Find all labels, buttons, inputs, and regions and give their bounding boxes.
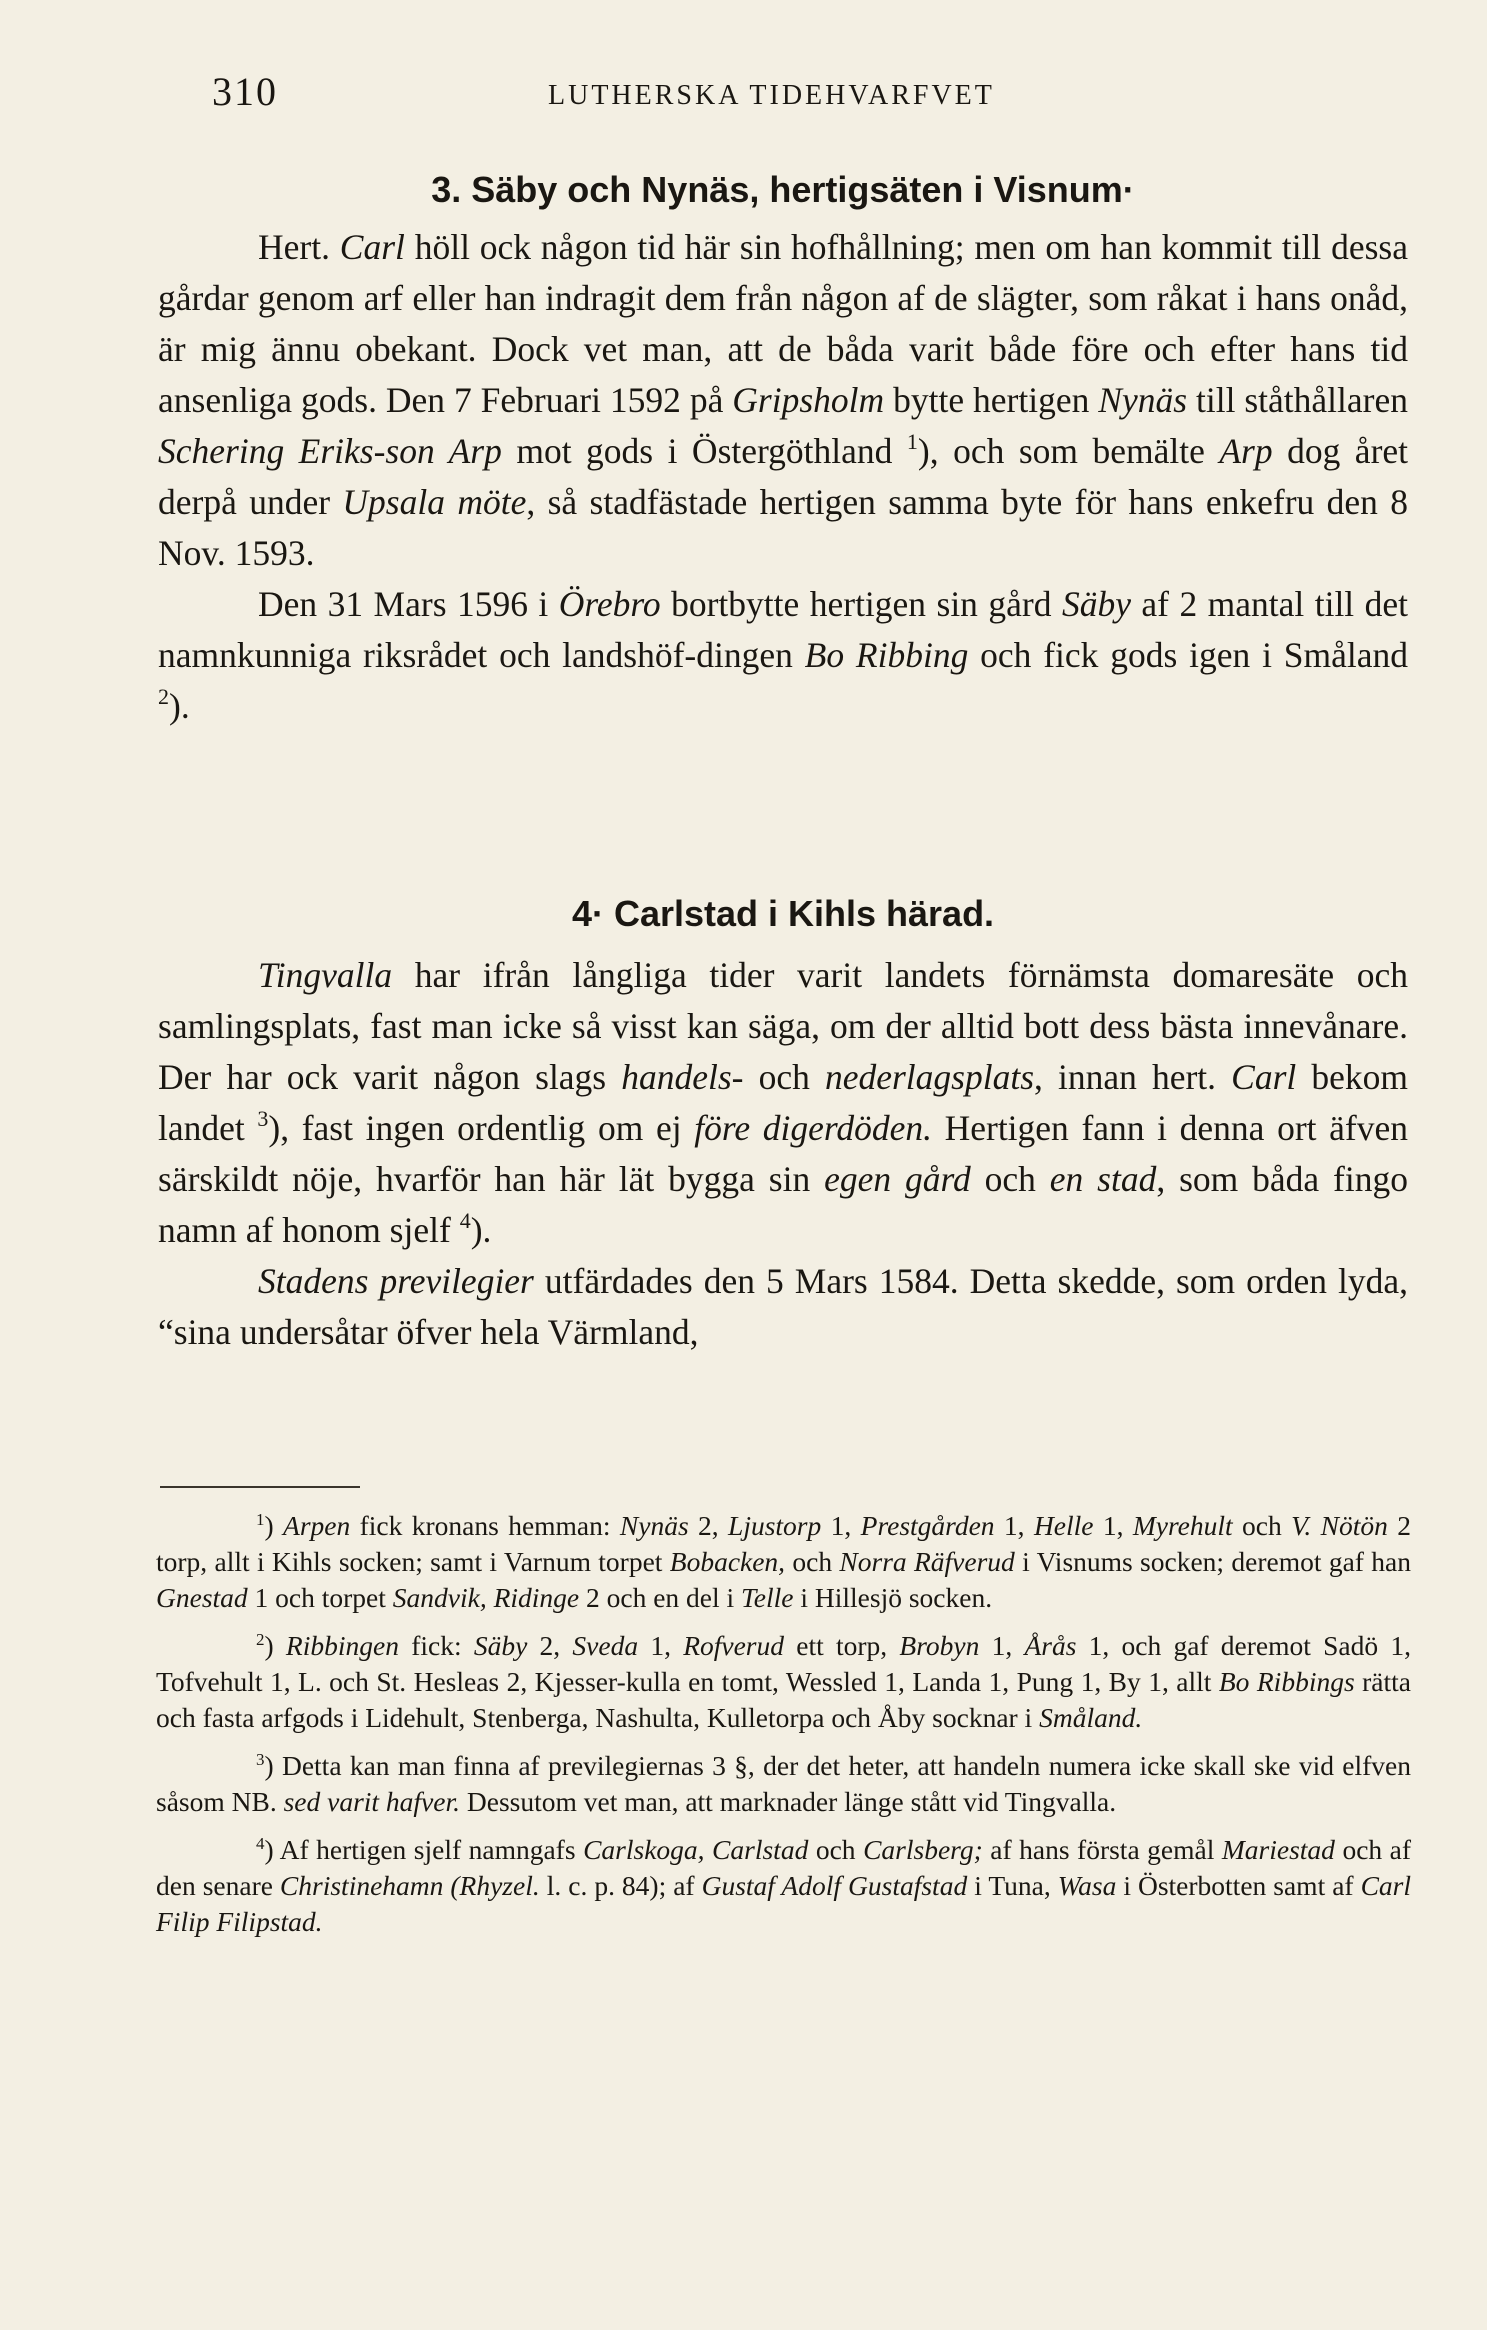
text-run: ) Af hertigen sjelf namngafs xyxy=(264,1834,584,1865)
italic-text: Arpen xyxy=(283,1510,351,1541)
italic-text: Myrehult xyxy=(1132,1510,1233,1541)
text-run: ) xyxy=(264,1630,286,1661)
italic-text: Nynäs xyxy=(619,1510,689,1541)
section-3-title: 3. Säby och Nynäs, hertigsäten i Visnum· xyxy=(431,169,1135,210)
page-header xyxy=(212,68,1332,118)
italic-text: Mariestad xyxy=(1221,1834,1335,1865)
text-run: 2, xyxy=(527,1630,573,1661)
text-run: Hert. xyxy=(258,227,340,267)
text-run: i Tuna, xyxy=(967,1870,1058,1901)
text-run: 1 och torpet xyxy=(247,1582,393,1613)
text-run: har ifrån långliga tider varit landets förnämsta domaresäte och samlingsplats, fast man icke så visst kan säga, om der alltid bott dess bästa innevånare. Der har ock varit någon slags xyxy=(158,955,1408,1097)
italic-text: Säby xyxy=(1061,584,1131,624)
italic-text: Stadens previlegier xyxy=(258,1261,534,1301)
text-run: l. c. p. 84); af xyxy=(539,1870,702,1901)
italic-text: nederlagsplats xyxy=(824,1057,1035,1097)
text-run: bortbytte hertigen sin gård xyxy=(660,584,1062,624)
text-run: utfärdades den 5 Mars 1584. Detta skedde, som orden lyda, “sina undersåtar öfver hela Värmland, xyxy=(158,1261,1408,1352)
footnote-3 xyxy=(156,1748,1411,1820)
italic-text: Bo Ribbing xyxy=(804,635,969,675)
italic-text: egen gård xyxy=(824,1159,971,1199)
italic-text: Norra Räfverud xyxy=(839,1546,1015,1577)
italic-text: Prestgården xyxy=(860,1510,995,1541)
text-run: ). xyxy=(470,1210,492,1250)
footnote-ref: 3 xyxy=(257,1106,269,1131)
footnotes xyxy=(156,1508,1411,1952)
text-run: i Hillesjö socken. xyxy=(793,1582,993,1613)
italic-text: sed varit hafver. xyxy=(283,1786,461,1817)
italic-text: Carl Filip Filipstad. xyxy=(156,1870,1411,1937)
italic-text: Årås xyxy=(1024,1630,1077,1661)
text-run: och xyxy=(970,1159,1050,1199)
text-run: och xyxy=(743,1057,825,1097)
italic-text: Säby xyxy=(473,1630,528,1661)
footnote-ref: 4 xyxy=(256,1834,265,1853)
text-run: ) xyxy=(264,1510,284,1541)
footnote-ref: 1 xyxy=(906,429,918,454)
section-3 xyxy=(158,164,1408,732)
italic-text: Ljustorp xyxy=(728,1510,822,1541)
text-run: 1, xyxy=(821,1510,861,1541)
text-run: ) Detta kan man finna af previlegiernas 3 §, der det heter, att handeln numera icke skall ske vid elfven såsom NB. xyxy=(156,1750,1411,1817)
text-run: och xyxy=(785,1546,840,1577)
italic-text: Telle xyxy=(741,1582,794,1613)
footnote-ref: 2 xyxy=(158,684,169,709)
italic-text: Brobyn xyxy=(899,1630,980,1661)
footnote-ref: 2 xyxy=(256,1630,265,1649)
italic-text: före digerdöden. xyxy=(694,1108,932,1148)
italic-text: Bo Ribbings xyxy=(1218,1666,1355,1697)
text-run: af 2 mantal till det namnkunniga riksrådet och landshöf-dingen xyxy=(158,584,1408,675)
italic-text: Carlsberg; xyxy=(863,1834,983,1865)
footnote-4 xyxy=(156,1832,1411,1940)
paragraph xyxy=(158,950,1408,1256)
text-run: Dessutom vet man, att marknader länge stått vid Tingvalla. xyxy=(460,1786,1117,1817)
text-run: ), fast ingen ordentlig om ej xyxy=(268,1108,695,1148)
italic-text: Örebro xyxy=(558,584,661,624)
text-run: och xyxy=(808,1834,864,1865)
text-run: mot gods i Östergöthland xyxy=(501,431,907,471)
text-run: 1, och gaf deremot Sadö 1, Tofvehult 1, L. och St. Hesleas 2, Kjesser-kulla en tomt, Wessled 1, Landa 1, Pung 1, By 1, allt xyxy=(156,1630,1411,1697)
text-run: ett torp, xyxy=(784,1630,900,1661)
text-run: och af den senare xyxy=(156,1834,1412,1901)
text-run: bekom landet xyxy=(158,1057,1408,1148)
italic-text: Arp xyxy=(1219,431,1273,471)
italic-text: Nynäs xyxy=(1098,380,1188,420)
footnote-ref: 3 xyxy=(256,1750,265,1769)
text-run: 1, xyxy=(979,1630,1025,1661)
text-run: 1, xyxy=(994,1510,1034,1541)
section-4-title: 4· Carlstad i Kihls härad. xyxy=(571,893,995,934)
text-run: 1, xyxy=(638,1630,684,1661)
italic-text: Sveda xyxy=(572,1630,639,1661)
italic-text: handels- xyxy=(621,1057,744,1097)
text-run: bytte hertigen xyxy=(884,380,1099,420)
italic-text: Gnestad xyxy=(156,1582,248,1613)
italic-text: Carl xyxy=(1231,1057,1297,1097)
footnote-1 xyxy=(156,1508,1411,1616)
text-run: , som båda fingo namn af honom sjelf xyxy=(158,1159,1408,1250)
section-4 xyxy=(158,888,1408,1358)
italic-text: Sandvik, Ridinge xyxy=(392,1582,580,1613)
text-run: af hans första gemål xyxy=(982,1834,1222,1865)
text-run: ), och som bemälte xyxy=(917,431,1220,471)
paragraph xyxy=(158,222,1408,579)
italic-text: Carlskoga, Carlstad xyxy=(583,1834,809,1865)
footnote-divider xyxy=(160,1486,360,1488)
paragraph xyxy=(158,579,1408,732)
text-run: dog året derpå under xyxy=(158,431,1409,522)
italic-text: Schering Eriks-son Arp xyxy=(158,431,502,471)
italic-text: V. Nötön xyxy=(1291,1510,1388,1541)
italic-text: Bobacken, xyxy=(669,1546,786,1577)
text-run: 1, xyxy=(1093,1510,1133,1541)
italic-text: Ribbingen xyxy=(285,1630,399,1661)
text-run: till ståthållaren xyxy=(1187,380,1408,420)
running-head: LUTHERSKA TIDEHVARFVET xyxy=(548,80,995,111)
text-run: Hertigen fann i denna ort äfven särskildt nöje, hvarför han här lät bygga sin xyxy=(158,1108,1408,1199)
text-run: fick: xyxy=(398,1630,474,1661)
italic-text: Rofverud xyxy=(683,1630,784,1661)
footnote-2 xyxy=(156,1628,1411,1736)
italic-text: Helle xyxy=(1033,1510,1094,1541)
text-run: , så stadfästade hertigen samma byte för hans enkefru den 8 Nov. 1593. xyxy=(158,482,1409,573)
italic-text: Christinehamn (Rhyzel. xyxy=(279,1870,540,1901)
italic-text: en stad xyxy=(1049,1159,1157,1199)
text-run: i Österbotten samt af xyxy=(1116,1870,1361,1901)
paragraph xyxy=(158,1256,1408,1358)
text-run: ). xyxy=(169,686,190,726)
footnote-ref: 4 xyxy=(459,1208,471,1233)
italic-text: Upsala möte xyxy=(342,482,527,522)
italic-text: Carl xyxy=(339,227,405,267)
text-run: och xyxy=(1232,1510,1292,1541)
italic-text: Småland. xyxy=(1039,1702,1143,1733)
text-run: fick kronans hemman: xyxy=(350,1510,620,1541)
footnote-ref: 1 xyxy=(256,1510,265,1529)
text-run: 2, xyxy=(688,1510,729,1541)
italic-text: Gustaf Adolf Gustafstad xyxy=(701,1870,968,1901)
text-run: 2 torp, allt i Kihls socken; samt i Varnum torpet xyxy=(156,1510,1411,1577)
text-run: , innan hert. xyxy=(1034,1057,1232,1097)
text-run: i Visnums socken; deremot gaf han xyxy=(1014,1546,1411,1577)
italic-text: Tingvalla xyxy=(258,955,393,995)
italic-text: Wasa xyxy=(1057,1870,1117,1901)
italic-text: Gripsholm xyxy=(732,380,885,420)
text-run: 2 och en del i xyxy=(579,1582,742,1613)
page-number: 310 xyxy=(212,69,278,114)
text-run: och fick gods igen i Småland xyxy=(968,635,1408,675)
text-run: Den 31 Mars 1596 i xyxy=(258,584,559,624)
text-run: höll ock någon tid här sin hofhållning; men om han kommit till dessa gårdar genom arf eller han indragit dem från någon af de slägter, som råkat i hans onåd, är mig ännu obekant. Dock vet man, att de båda varit både före och efter hans tid ansenliga gods. Den 7 Februari 1592 på xyxy=(158,227,1408,420)
text-run: rätta och fasta arfgods i Lidehult, Stenberga, Nashulta, Kulletorpa och Åby socknar i xyxy=(156,1666,1411,1733)
